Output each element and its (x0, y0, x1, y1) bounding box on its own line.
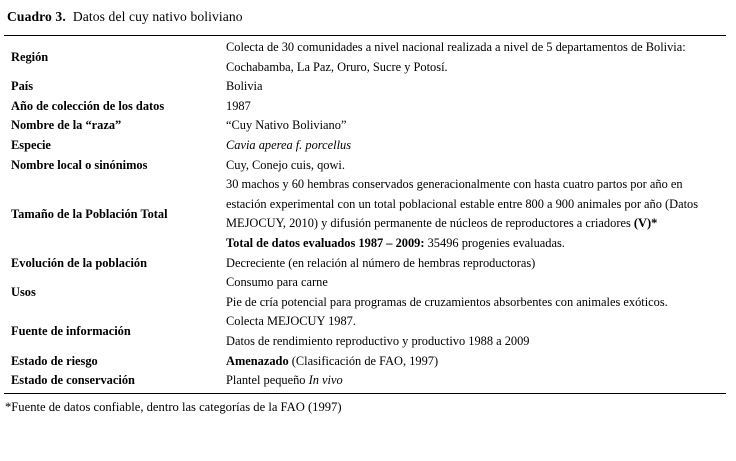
value-paragraph-1 (226, 175, 714, 234)
row-value (226, 273, 726, 312)
uso-line-2: Pie de cría potencial para programas de cruzamientos absorbentes con animales exóticos. (226, 294, 668, 309)
data-table (4, 35, 726, 394)
row-value: 1987 (226, 98, 251, 113)
conservation-text: Plantel pequeño (226, 373, 309, 388)
population-v-marker: (V)* (633, 216, 658, 231)
row-value-species: Cavia aperea f. porcellus (226, 137, 352, 152)
fuente-line-2: Datos de rendimiento reproductivo y productivo 1988 a 2009 (226, 333, 530, 348)
row-value (226, 352, 726, 372)
footnote: *Fuente de datos confiable, dentro las categorías de la FAO (1997) (5, 399, 342, 414)
row-value: “Cuy Nativo Boliviano” (226, 118, 347, 133)
risk-status: Amenazado (226, 353, 289, 368)
row-value (226, 312, 726, 351)
table-row-region (4, 36, 726, 78)
fuente-line-1: Colecta MEJOCUY 1987. (226, 314, 356, 329)
row-label: Evolución de la población (11, 255, 147, 270)
row-label: Tamaño de la Población Total (11, 206, 168, 221)
table-row-pais (4, 77, 726, 97)
row-value: Decreciente (en relación al número de hembras reproductoras) (226, 255, 536, 270)
table-row-riesgo (4, 352, 726, 372)
row-label: Especie (11, 137, 51, 152)
total-evaluated-value: 35496 progenies evaluadas. (424, 235, 565, 250)
table-row-poblacion (4, 175, 726, 253)
caption-number: Cuadro 3. (7, 9, 66, 24)
row-value (226, 175, 726, 253)
row-value: Colecta de 30 comunidades a nivel nacional realizada a nivel de 5 departamentos de Bolivia: Cochabamba, La Paz, Oruro, Sucre y Potosí. (226, 40, 686, 74)
table-row-anio (4, 97, 726, 117)
conservation-invivo: In vivo (308, 373, 343, 388)
table-row-especie (4, 136, 726, 156)
row-label: Nombre local o sinónimos (11, 157, 148, 172)
total-evaluated-label: Total de datos evaluados 1987 – 2009: (226, 235, 425, 250)
row-label: Estado de riesgo (11, 353, 98, 368)
population-text: 30 machos y 60 hembras conservados generacionalmente con hasta cuatro partos por año en estación experimental con un total poblacional estable entre 800 a 900 animales por año (Datos MEJOCUY, 2010) y difusión permanente de núcleos de reproductores a criadores (226, 177, 699, 231)
row-label: Usos (11, 284, 36, 299)
risk-classification: (Clasificación de FAO, 1997) (288, 353, 439, 368)
row-label: Año de colección de los datos (11, 98, 165, 113)
table-caption (7, 8, 730, 26)
row-label: Estado de conservación (11, 373, 135, 388)
row-label: Nombre de la “raza” (11, 118, 122, 133)
table-row-conservacion (4, 371, 726, 393)
row-label: Fuente de información (11, 324, 131, 339)
table-row-sinonimos (4, 156, 726, 176)
row-value: Bolivia (226, 79, 263, 94)
uso-line-1: Consumo para carne (226, 275, 328, 290)
table-row-raza (4, 116, 726, 136)
table-row-evolucion (4, 254, 726, 274)
value-paragraph-2 (226, 234, 714, 254)
row-label: País (11, 79, 34, 94)
row-label: Región (11, 49, 49, 64)
caption-title: Datos del cuy nativo boliviano (72, 9, 243, 24)
row-value: Cuy, Conejo cuis, qowi. (226, 157, 345, 172)
table-row-fuente (4, 312, 726, 351)
table-row-usos (4, 273, 726, 312)
row-value (226, 371, 726, 393)
